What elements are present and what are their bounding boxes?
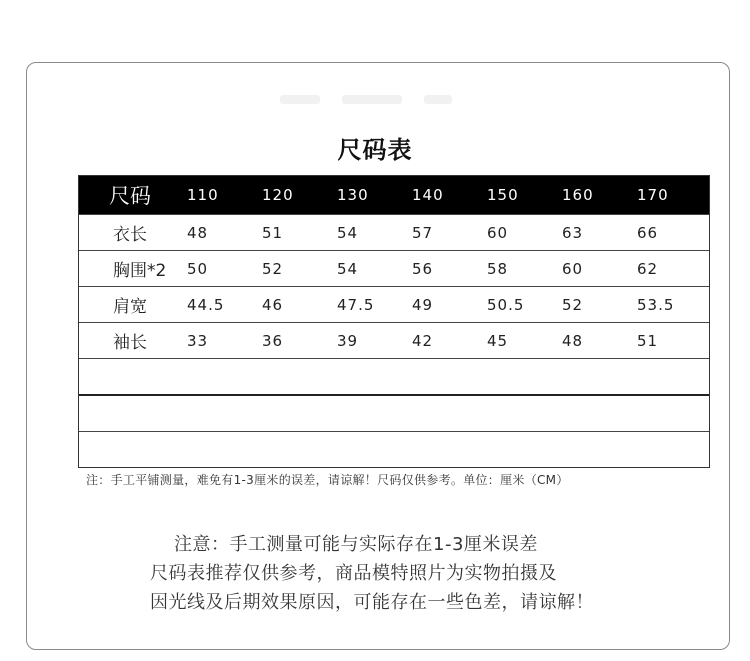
header-size: 170 [637, 186, 669, 204]
row-label: 胸围*2 [113, 261, 167, 281]
table-cell: 48 [562, 331, 584, 350]
header-size: 160 [562, 186, 594, 204]
table-cell: 58 [487, 259, 509, 278]
table-cell: 62 [637, 259, 659, 278]
table-cell: 63 [562, 223, 584, 242]
header-size: 130 [337, 186, 369, 204]
attention-notice [0, 530, 750, 617]
empty-table-row [79, 431, 709, 467]
empty-table-row [79, 358, 709, 394]
attention-line: 因光线及后期效果原因，可能存在一些色差，请谅解！ [150, 592, 594, 613]
table-row [79, 250, 709, 286]
table-cell: 46 [262, 295, 284, 314]
row-label: 肩宽 [113, 297, 147, 317]
page-title: 尺码表 [337, 136, 413, 164]
attention-line: 注意：手工测量可能与实际存在1-3厘米误差 [174, 534, 538, 555]
row-label: 袖长 [113, 333, 147, 353]
table-cell: 52 [562, 295, 584, 314]
empty-table-row [79, 394, 709, 431]
table-cell: 52 [262, 259, 284, 278]
table-row [79, 322, 709, 358]
table-cell: 51 [637, 331, 659, 350]
header-size: 150 [487, 186, 519, 204]
size-table [78, 175, 710, 468]
table-cell: 60 [487, 223, 509, 242]
header-size-label: 尺码 [109, 184, 151, 208]
table-cell: 50 [187, 259, 209, 278]
attention-line: 尺码表推荐仅供参考，商品模特照片为实物拍摄及 [150, 563, 557, 584]
table-cell: 56 [412, 259, 434, 278]
table-cell: 66 [637, 223, 659, 242]
header-size: 120 [262, 186, 294, 204]
table-cell: 54 [337, 259, 359, 278]
table-cell: 57 [412, 223, 434, 242]
table-cell: 53.5 [637, 295, 675, 314]
row-label: 衣长 [113, 225, 147, 245]
measurement-note: 注：手工平铺测量，难免有1-3厘米的误差，请谅解！尺码仅供参考。单位：厘米（CM） [86, 473, 569, 487]
table-cell: 54 [337, 223, 359, 242]
table-header-row [79, 176, 709, 214]
table-cell: 49 [412, 295, 434, 314]
table-cell: 45 [487, 331, 509, 350]
table-cell: 51 [262, 223, 284, 242]
faded-header-decoration [280, 95, 510, 109]
table-cell: 60 [562, 259, 584, 278]
table-cell: 42 [412, 331, 434, 350]
header-size: 140 [412, 186, 444, 204]
table-cell: 39 [337, 331, 359, 350]
table-cell: 50.5 [487, 295, 525, 314]
table-cell: 47.5 [337, 295, 375, 314]
table-cell: 44.5 [187, 295, 225, 314]
table-cell: 33 [187, 331, 209, 350]
table-cell: 36 [262, 331, 284, 350]
header-size: 110 [187, 186, 219, 204]
table-cell: 48 [187, 223, 209, 242]
table-row [79, 286, 709, 322]
table-row [79, 214, 709, 250]
